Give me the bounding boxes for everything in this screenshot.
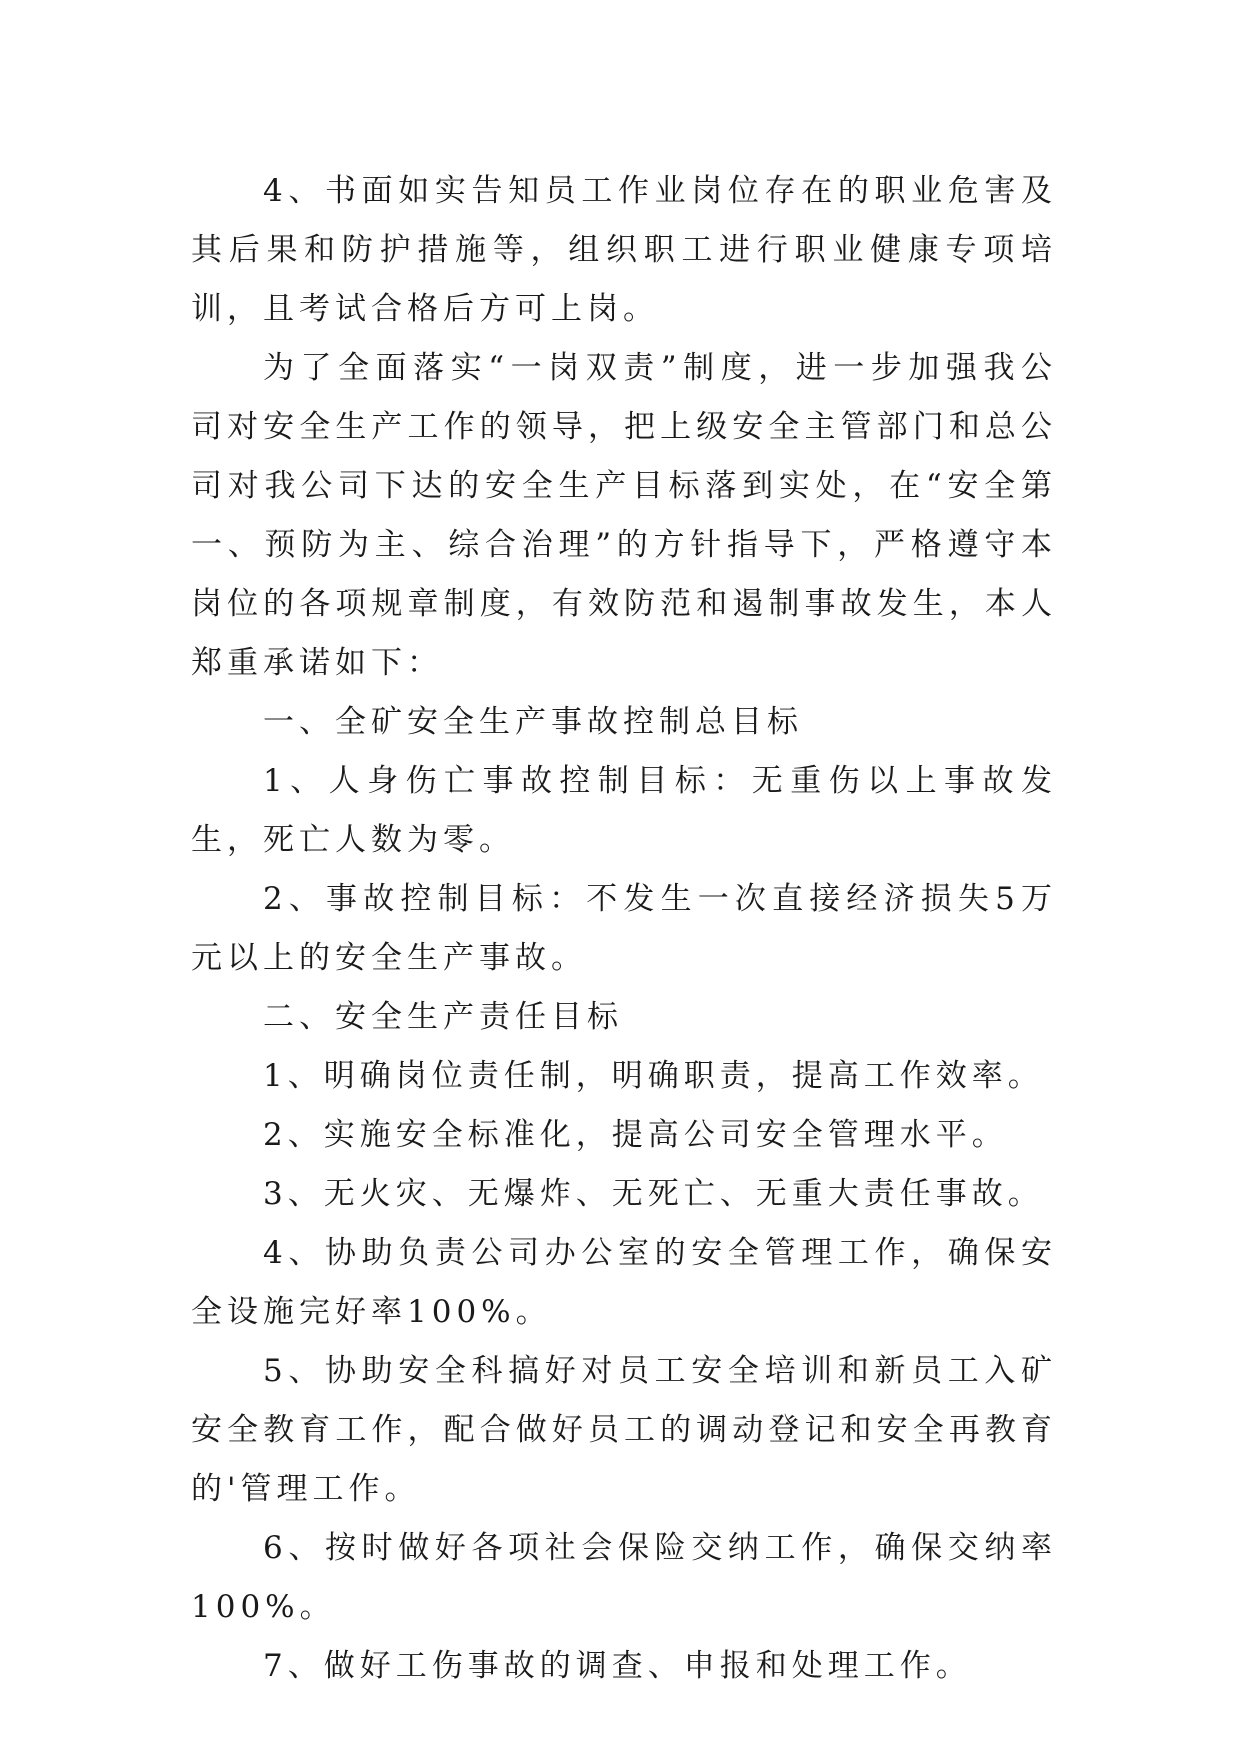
paragraph-commitment-intro: 为了全面落实“一岗双责”制度，进一步加强我公司对安全生产工作的领导，把上级安全主管部门和总公司对我公司下达的安全生产目标落到实处，在“安全第一、预防为主、综合治理”的方针指导下，严格遵守本岗位的各项规章制度，有效防范和遏制事故发生，本人郑重承诺如下：: [191, 350, 1057, 681]
section-heading-responsibility-goal: 二、安全生产责任目标: [263, 999, 623, 1035]
list-item-responsibility-1: 1、明确岗位责任制，明确职责，提高工作效率。: [263, 1058, 1044, 1094]
list-item-responsibility-4: 4、协助负责公司办公室的安全管理工作，确保安全设施完好率100%。: [191, 1235, 1057, 1330]
section-heading-control-goal: 一、全矿安全生产事故控制总目标: [263, 704, 803, 740]
document-body: [191, 162, 1057, 1696]
list-item-responsibility-2: 2、实施安全标准化，提高公司安全管理水平。: [263, 1117, 1008, 1153]
list-item-responsibility-5: 5、协助安全科搞好对员工安全培训和新员工入矿安全教育工作，配合做好员工的调动登记和安全再教育的'管理工作。: [191, 1353, 1057, 1507]
paragraph-accident-goal: 2、事故控制目标：不发生一次直接经济损失5万元以上的安全生产事故。: [191, 881, 1057, 976]
list-item-responsibility-3: 3、无火灾、无爆炸、无死亡、无重大责任事故。: [263, 1176, 1044, 1212]
paragraph-casualty-goal: 1、人身伤亡事故控制目标：无重伤以上事故发生，死亡人数为零。: [191, 763, 1057, 858]
list-item-responsibility-7: 7、做好工伤事故的调查、申报和处理工作。: [263, 1648, 972, 1684]
paragraph-written-notice: 4、书面如实告知员工作业岗位存在的职业危害及其后果和防护措施等，组织职工进行职业健康专项培训，且考试合格后方可上岗。: [191, 173, 1057, 327]
list-item-responsibility-6: 6、按时做好各项社会保险交纳工作，确保交纳率100%。: [191, 1530, 1057, 1625]
